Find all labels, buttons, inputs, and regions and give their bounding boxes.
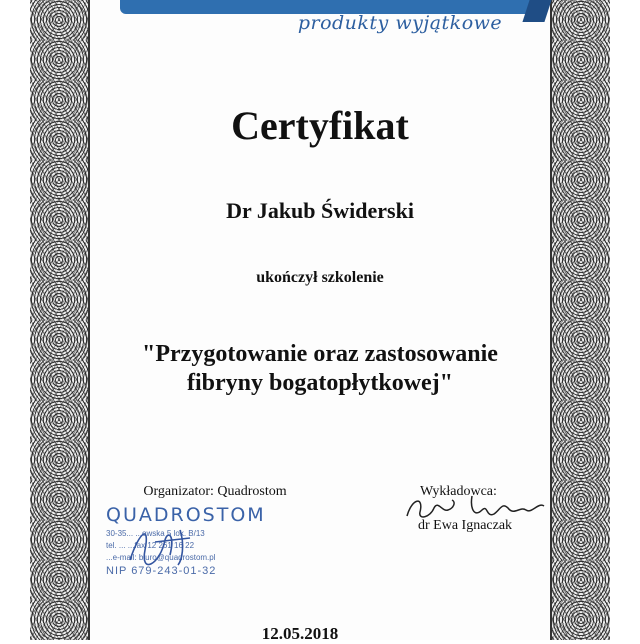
organizer-label: Organizator: Quadrostom [143, 484, 287, 499]
course-title-line-2: fibryny bogatopłytkowej" [186, 370, 453, 396]
stamp-phone: tel. ... ...fax 12 261 16 22 [106, 541, 195, 550]
decorative-border-left [30, 0, 88, 640]
course-title-line-1: "Przygotowanie oraz zastosowanie [142, 341, 498, 367]
course-title [100, 340, 540, 398]
stamp-brand: QUADROSTOM [106, 504, 266, 526]
border-edge-right [550, 0, 552, 640]
decorative-border-right [552, 0, 610, 640]
stamp-email: ...e-mail: biuro@quadrostom.pl [106, 553, 216, 562]
stamp-nip: NIP 679-243-01-32 [106, 565, 217, 577]
organizer-signature [120, 520, 200, 570]
certificate-title: Certyfikat [231, 103, 409, 148]
certificate-date: 12.05.2018 [261, 624, 339, 643]
logo-tagline: produkty wyjątkowe [297, 12, 503, 34]
border-edge-left [88, 0, 90, 640]
stamp-address: 30-35... ...owska 5 lok. B/13 [106, 529, 205, 538]
lecturer-label: Wykładowca: [420, 484, 497, 499]
recipient-name: Dr Jakub Świderski [226, 198, 414, 223]
completion-text: ukończył szkolenie [256, 269, 384, 286]
lecturer-name: dr Ewa Ignaczak [418, 518, 513, 533]
